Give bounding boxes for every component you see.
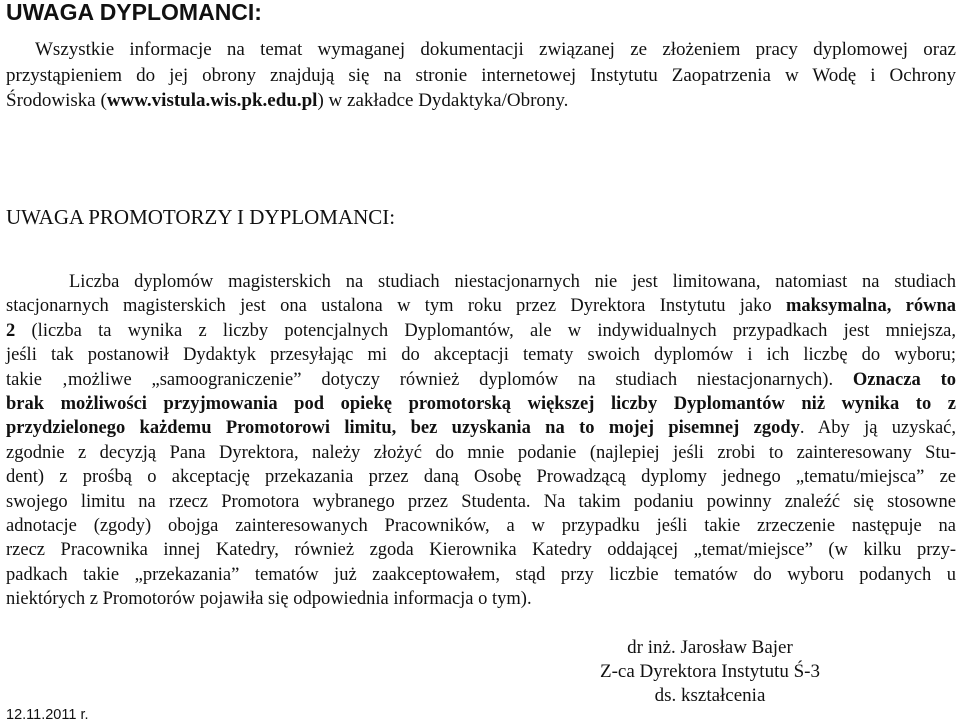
paragraph-line: Wszystkie informacje na temat wymaganej dokumentacji związanej ze złożeniem pracy dyplomowej oraz — [35, 39, 956, 60]
bold-text: maksymalna, równa — [785, 296, 956, 317]
bold-text: Oznacza to — [852, 369, 956, 390]
bold-text: 2 — [6, 320, 16, 341]
signature-role-detail: ds. kształcenia — [654, 685, 766, 706]
paragraph-line: dent) z prośbą o akceptację przekazania przez daną Osobę Prowadzącą dyplomy jednego „tematu/miejsca” ze — [6, 467, 956, 488]
paragraph-line — [6, 294, 956, 318]
text-span: . Aby ją uzyskać, — [799, 418, 956, 439]
paragraph-documentation-info — [6, 37, 956, 114]
text-span: takie ‚możliwe „samoograniczenie” dotyczy również dyplomów na studiach niestacjonarnych). — [6, 369, 853, 390]
text-span: (liczba ta wynika z liczby potencjalnych Dyplomantów, ale w indywidualnych przypadkach jest mniejsza, — [15, 320, 956, 341]
bold-text: przydzielonego każdemu Promotorowi limitu, bez uzyskania na to mojej pisemnej zgody — [6, 418, 800, 439]
paragraph-line: zgodnie z decyzją Pana Dyrektora, należy złożyć do mnie podanie (najlepiej jeśli zrobi to zainteresowany Stu- — [6, 442, 956, 463]
signature-name: dr inż. Jarosław Bajer — [627, 637, 793, 658]
paragraph-line — [6, 368, 956, 392]
text-span: stacjonarnych magisterskich jest ona ustalona w tym roku przez Dyrektora Instytutu jako — [6, 296, 786, 317]
text-span: Środowiska ( — [6, 90, 107, 111]
paragraph-line: brak możliwości przyjmowania pod opiekę promotorską większej liczby Dyplomantów niż wynika to z — [6, 394, 956, 415]
signature-block — [560, 636, 860, 708]
heading-dyplomanci: UWAGA DYPLOMANCI: — [6, 0, 262, 25]
paragraph-line: przystąpieniem do jej obrony znajdują się na stronie internetowej Instytutu Zaopatrzenia w Wodę i Ochrony — [6, 64, 956, 86]
document-date: 12.11.2011 r. — [6, 707, 89, 723]
paragraph-line: adnotacje (zgody) obojga zainteresowanych Pracowników, a w przypadku jeśli takie zrzeczenie następuje na — [6, 516, 956, 537]
paragraph-line: rzecz Pracownika innej Katedry, również zgoda Kierownika Katedry oddającej „temat/miejsce” (w kilku przy- — [6, 540, 956, 561]
paragraph-line: Liczba dyplomów magisterskich na studiach niestacjonarnych nie jest limitowana, natomiast na studiach — [69, 272, 956, 292]
paragraph-line: niektórych z Promotorów pojawiła się odpowiednia informacja o tym). — [6, 589, 532, 610]
heading-promotorzy-dyplomanci: UWAGA PROMOTORZY I DYPLOMANCI: — [6, 205, 396, 229]
text-span: ) w zakładce Dydaktyka/Obrony. — [317, 90, 569, 111]
paragraph-thesis-limits — [6, 270, 956, 612]
paragraph-line: padkach takie „przekazania” tematów już zaakceptowałem, stąd przy liczbie tematów do wyboru podanych u — [6, 564, 956, 585]
paragraph-line: swojego limitu na rzecz Promotora wybranego przez Studenta. Na takim podaniu powinny znaleźć się stosowne — [6, 491, 956, 512]
website-link[interactable]: www.vistula.wis.pk.edu.pl — [106, 90, 318, 111]
signature-role: Z-ca Dyrektora Instytutu Ś-3 — [599, 661, 821, 682]
paragraph-line — [6, 319, 956, 343]
paragraph-line — [6, 88, 956, 114]
paragraph-line — [6, 416, 956, 440]
paragraph-line: jeśli tak postanowił Dydaktyk przesyłając mi do akceptacji tematy swoich dyplomów i ich liczbę do wyboru; — [6, 345, 956, 366]
